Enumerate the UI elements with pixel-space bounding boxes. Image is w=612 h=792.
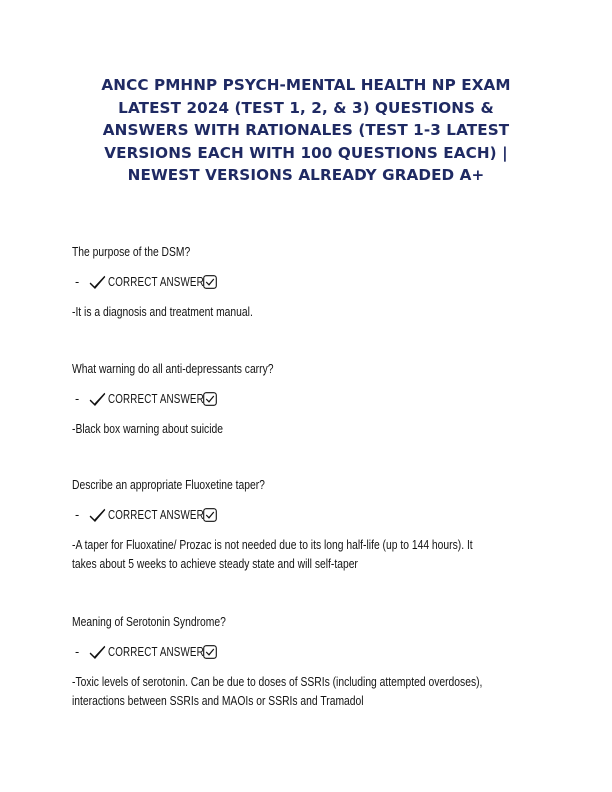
- correct-answer-label: CORRECT ANSWER: [108, 508, 204, 522]
- answer-line: -Black box warning about suicide: [72, 422, 223, 436]
- title-line: ANCC PMHNP PSYCH-MENTAL HEALTH NP EXAM: [101, 76, 511, 94]
- ballot-check-icon: [203, 275, 217, 289]
- qa-item: [72, 361, 542, 439]
- answer-text: [72, 673, 542, 711]
- heavy-check-icon: [89, 391, 106, 407]
- question-text: Describe an appropriate Fluoxetine taper?: [72, 478, 265, 492]
- correct-answer-label: CORRECT ANSWER: [108, 645, 204, 659]
- question-text: What warning do all anti-depressants carry?: [72, 362, 274, 376]
- correct-answer-label: CORRECT ANSWER: [108, 275, 204, 289]
- ballot-check-icon: [203, 645, 217, 659]
- question-text: The purpose of the DSM?: [72, 245, 191, 259]
- correct-answer-line: [75, 390, 542, 408]
- answer-line: interactions between SSRIs and MAOIs or SSRIs and Tramadol: [72, 694, 364, 708]
- answer-line: -It is a diagnosis and treatment manual.: [72, 305, 253, 319]
- dash: -: [75, 645, 80, 659]
- qa-item: [72, 477, 542, 574]
- title-line: VERSIONS EACH WITH 100 QUESTIONS EACH) |: [104, 143, 508, 162]
- correct-answer-line: [75, 643, 542, 661]
- qa-item: [72, 614, 542, 711]
- heavy-check-icon: [89, 644, 106, 660]
- answer-line: -Toxic levels of serotonin. Can be due to doses of SSRIs (including attempted overdoses),: [72, 675, 483, 689]
- answer-line: -A taper for Fluoxatine/ Prozac is not needed due to its long half-life (up to 144 hours). It: [72, 538, 473, 552]
- dash: -: [75, 392, 80, 406]
- ballot-check-icon: [203, 392, 217, 406]
- document-title: [80, 74, 532, 187]
- correct-answer-line: [75, 506, 542, 524]
- title-line: ANSWERS WITH RATIONALES (TEST 1-3 LATEST: [102, 121, 510, 139]
- dash: -: [75, 275, 80, 289]
- answer-text: [72, 536, 542, 574]
- answer-line: takes about 5 weeks to achieve steady state and will self-taper: [72, 557, 358, 571]
- answer-text: [72, 303, 542, 322]
- correct-answer-label: CORRECT ANSWER: [108, 392, 204, 406]
- question-text: Meaning of Serotonin Syndrome?: [72, 615, 226, 629]
- ballot-check-icon: [203, 508, 217, 522]
- title-line: LATEST 2024 (TEST 1, 2, & 3) QUESTIONS &: [118, 98, 494, 117]
- qa-item: [72, 244, 542, 322]
- title-line: NEWEST VERSIONS ALREADY GRADED A+: [127, 166, 485, 184]
- answer-text: [72, 420, 542, 439]
- heavy-check-icon: [89, 274, 106, 290]
- heavy-check-icon: [89, 507, 106, 523]
- correct-answer-line: [75, 273, 542, 291]
- dash: -: [75, 508, 80, 522]
